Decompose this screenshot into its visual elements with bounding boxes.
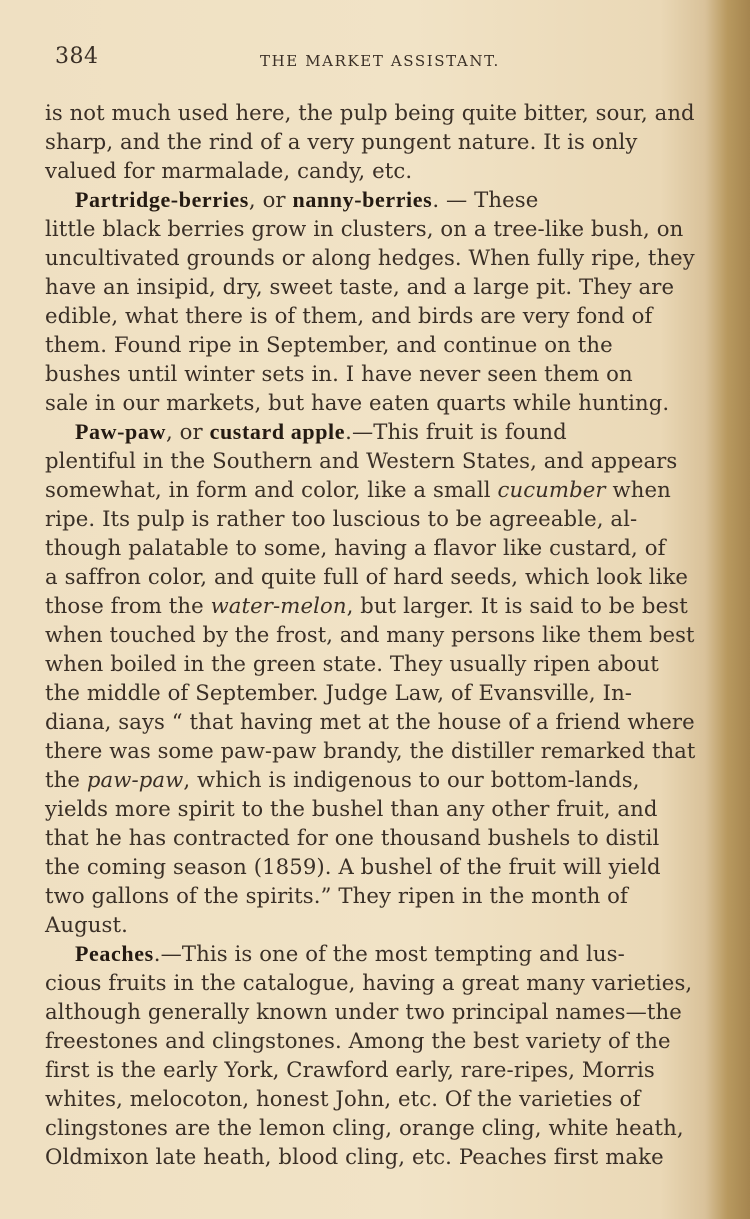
entry-heading: Peaches (75, 941, 154, 966)
entry-heading: nanny-berries (292, 187, 433, 212)
text-run: two gallons of the spirits.” They ripen in the month of (45, 883, 628, 908)
text-line (45, 214, 695, 243)
text-line (45, 475, 695, 504)
text-line (45, 359, 695, 388)
entry-heading: custard apple (209, 419, 346, 444)
text-run: them. Found ripe in September, and continue on the (45, 332, 613, 357)
text-line (45, 1084, 695, 1113)
text-line (45, 794, 695, 823)
text-line (45, 1142, 695, 1171)
text-run: plentiful in the Southern and Western States, and appears (45, 448, 678, 473)
text-run: when touched by the frost, and many persons like them best (45, 622, 695, 647)
text-line (45, 98, 693, 127)
text-line (45, 968, 695, 997)
text-line (45, 1026, 695, 1055)
text-line (45, 678, 695, 707)
text-line (45, 562, 695, 591)
italic-term: paw-paw (86, 767, 184, 792)
text-line (45, 823, 695, 852)
italic-term: water-melon (210, 593, 347, 618)
text-line (45, 591, 695, 620)
text-line (45, 388, 695, 417)
text-line (45, 620, 695, 649)
text-line (45, 446, 695, 475)
text-run: , which is indigenous to our bottom-lands, (183, 767, 640, 792)
text-run: first is the early York, Crawford early, rare-ripes, Morris (45, 1057, 655, 1082)
text-line (45, 127, 695, 156)
text-line (45, 330, 695, 359)
text-run: sharp, and the rind of a very pungent nature. It is only (45, 129, 638, 154)
text-run: the coming season (1859). A bushel of the fruit will yield (45, 854, 661, 879)
text-line (45, 881, 695, 910)
text-run: uncultivated grounds or along hedges. When fully ripe, they (45, 245, 695, 270)
text-run: August. (45, 912, 128, 937)
text-run: sale in our markets, but have eaten quarts while hunting. (45, 390, 670, 415)
text-run: the (45, 767, 87, 792)
text-run: diana, says “ that having met at the house of a friend where (45, 709, 695, 734)
text-line (45, 504, 695, 533)
text-run: yields more spirit to the bushel than any other fruit, and (45, 796, 658, 821)
body-text (45, 98, 695, 1171)
text-line (45, 533, 695, 562)
text-line (45, 707, 694, 736)
text-line (45, 243, 695, 272)
page-number: 384 (55, 44, 99, 69)
text-run: those from the (45, 593, 211, 618)
text-run: , or (165, 419, 210, 444)
text-run: when (605, 477, 671, 502)
text-line (45, 417, 695, 446)
text-run: whites, melocoton, honest John, etc. Of the varieties of (45, 1086, 641, 1111)
page-header (55, 40, 655, 80)
text-line (45, 1113, 695, 1142)
text-line (45, 301, 695, 330)
text-line (45, 1055, 695, 1084)
text-line (45, 765, 695, 794)
entry-heading: Paw-paw (75, 419, 166, 444)
text-run: though palatable to some, having a flavor like custard, of (45, 535, 666, 560)
text-run: a saffron color, and quite full of hard seeds, which look like (45, 564, 689, 589)
text-run: . — These (432, 187, 539, 212)
text-run: somewhat, in form and color, like a small (45, 477, 498, 502)
text-run: edible, what there is of them, and birds are very fond of (45, 303, 653, 328)
text-run: bushes until winter sets in. I have never seen them on (45, 361, 633, 386)
text-line (45, 997, 695, 1026)
text-run: valued for marmalade, candy, etc. (45, 158, 413, 183)
text-run: little black berries grow in clusters, on a tree-like bush, on (45, 216, 684, 241)
text-line (45, 852, 695, 881)
text-run: clingstones are the lemon cling, orange cling, white heath, (45, 1115, 684, 1140)
text-run: , but larger. It is said to be best (346, 593, 688, 618)
text-run: ripe. Its pulp is rather too luscious to be agreeable, al- (45, 506, 638, 531)
text-line (45, 939, 695, 968)
text-line (45, 910, 695, 939)
italic-term: cucumber (497, 477, 606, 502)
text-line (45, 156, 695, 185)
text-run: there was some paw-paw brandy, the distiller remarked that (45, 738, 696, 763)
text-run: that he has contracted for one thousand bushels to distil (45, 825, 660, 850)
text-line (45, 185, 695, 214)
text-run: have an insipid, dry, sweet taste, and a large pit. They are (45, 274, 675, 299)
text-run: although generally known under two principal names—the (45, 999, 682, 1024)
text-run: the middle of September. Judge Law, of Evansville, In- (45, 680, 633, 705)
text-line (45, 272, 695, 301)
text-run: when boiled in the green state. They usually ripen about (45, 651, 659, 676)
text-line (45, 736, 696, 765)
text-run: is not much used here, the pulp being quite bitter, sour, and (45, 100, 695, 125)
text-run: Oldmixon late heath, blood cling, etc. Peaches first make (45, 1144, 664, 1169)
text-run: .—This is one of the most tempting and lus- (153, 941, 625, 966)
text-run: .—This fruit is found (345, 419, 567, 444)
text-run: freestones and clingstones. Among the best variety of the (45, 1028, 671, 1053)
running-head: THE MARKET ASSISTANT. (260, 52, 500, 70)
text-line (45, 649, 695, 678)
text-run: , or (248, 187, 293, 212)
text-run: cious fruits in the catalogue, having a great many varieties, (45, 970, 693, 995)
entry-heading: Partridge-berries (75, 187, 249, 212)
